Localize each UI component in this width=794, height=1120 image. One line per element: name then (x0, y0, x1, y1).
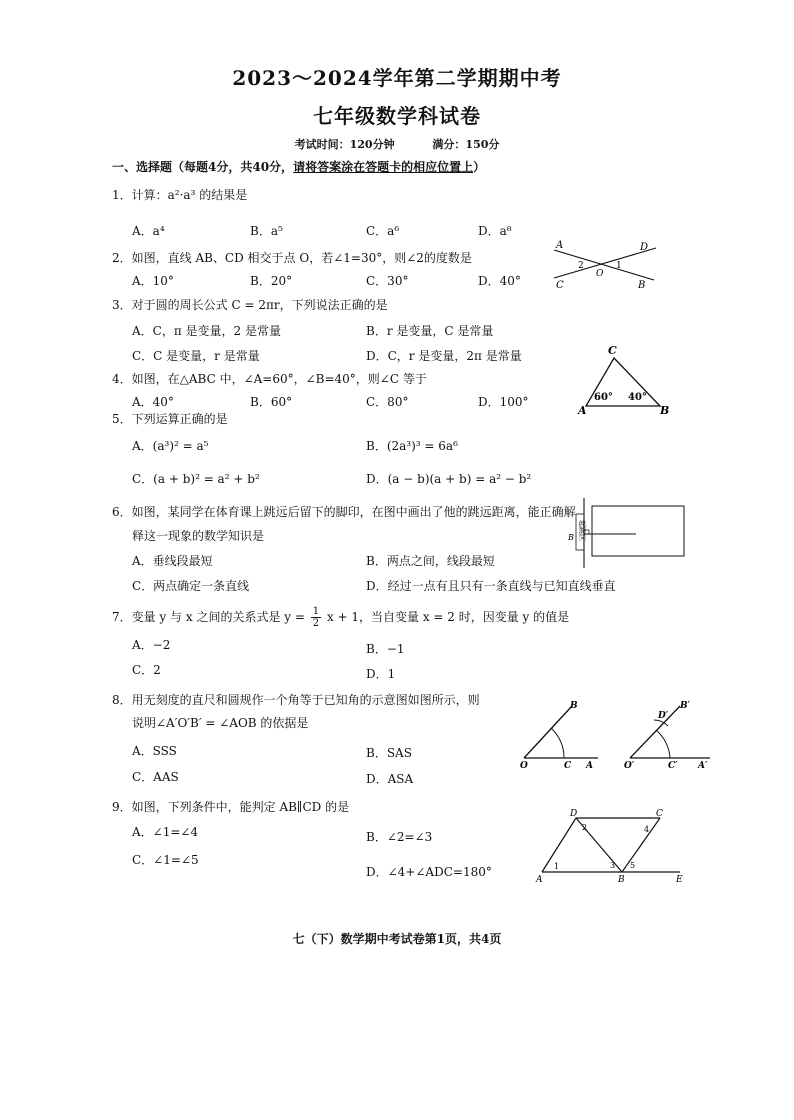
figure-q4-triangle (576, 344, 672, 416)
section-instruction: 请将答案涂在答题卡的相应位置上 (293, 160, 474, 174)
take-off-label: 起跳区 (578, 520, 586, 541)
q3-option-c[interactable]: C．C 是变量，r 是常量 (132, 349, 260, 363)
question-4-stem: 4．如图，在△ABC 中，∠A=60°，∠B=40°，则∠C 等于 (112, 372, 427, 386)
figure-q2-intersecting-lines (548, 236, 664, 292)
question-8-stem-cont: 说明∠A′O′B′ = ∠AOB 的依据是 (132, 716, 309, 730)
q1-option-b[interactable]: B．a⁵ (250, 224, 283, 238)
svg-text:2: 2 (582, 823, 588, 832)
exam-time: 考试时间：120分钟 (294, 138, 395, 151)
label-b: B (638, 280, 646, 291)
q5-option-b[interactable]: B．(2a³)³ = 6a⁶ (366, 439, 458, 453)
q2-option-d[interactable]: D．40° (478, 274, 521, 288)
q4-option-a[interactable]: A．40° (132, 395, 174, 409)
label-c: C (556, 280, 564, 291)
svg-text:3: 3 (610, 861, 616, 870)
label-o: O (596, 269, 604, 279)
q4-option-b[interactable]: B．60° (250, 395, 293, 409)
label-c: C (608, 344, 617, 357)
q3-option-b[interactable]: B．r 是变量，C 是常量 (366, 324, 494, 338)
q6-option-a[interactable]: A．垂线段最短 (132, 554, 213, 568)
label-d: D (640, 242, 649, 253)
q3-option-a[interactable]: A．C，π 是变量，2 是常量 (132, 324, 281, 338)
q7-option-c[interactable]: C．2 (132, 663, 161, 677)
q5-option-d[interactable]: D．(a − b)(a + b) = a² − b² (366, 472, 532, 486)
q6-option-c[interactable]: C．两点确定一条直线 (132, 579, 250, 593)
svg-text:D: D (570, 809, 578, 819)
label-a: A (556, 240, 564, 251)
q9-option-c[interactable]: C．∠1=∠5 (132, 853, 199, 867)
q5-option-c[interactable]: C．(a + b)² = a² + b² (132, 472, 260, 486)
original-angle (520, 701, 598, 770)
svg-text:C′: C′ (668, 761, 678, 770)
svg-text:5: 5 (630, 861, 636, 870)
exam-score: 满分：150分 (432, 138, 500, 151)
svg-text:B′: B′ (680, 701, 690, 711)
angle-b-label: 40° (628, 392, 647, 403)
constructed-angle (624, 701, 710, 770)
svg-text:E: E (676, 875, 683, 885)
svg-text:A′: A′ (698, 761, 708, 770)
line-ab (554, 250, 654, 280)
svg-text:C: C (564, 761, 572, 770)
q9-option-b[interactable]: B．∠2=∠3 (366, 830, 433, 844)
q1-option-a[interactable]: A．a⁴ (132, 224, 165, 238)
exam-title: 2023～2024学年第二学期期中考 (232, 66, 562, 90)
q2-option-b[interactable]: B．20° (250, 274, 293, 288)
question-6-stem-cont: 释这一现象的数学知识是 (132, 529, 265, 543)
section-heading: 一、选择题（每题4分，共40分，请将答案涂在答题卡的相应位置上） (112, 160, 486, 174)
svg-text:A: A (586, 761, 593, 770)
svg-text:A: A (536, 875, 543, 885)
figure-q6-long-jump (566, 496, 690, 570)
q9-option-a[interactable]: A．∠1=∠4 (132, 825, 199, 839)
figure-q9-parallel-lines (532, 806, 692, 886)
sand-pit (592, 506, 684, 556)
label-b: B (660, 404, 670, 416)
question-6-stem: 6．如图，某同学在体育课上跳远后留下的脚印，在图中画出了他的跳远距离，能正确解 (112, 505, 576, 519)
question-1-stem: 1．计算：a²·a³ 的结果是 (112, 188, 248, 202)
svg-text:D′: D′ (658, 711, 669, 721)
q7-option-d[interactable]: D．1 (366, 667, 396, 681)
question-5-stem: 5．下列运算正确的是 (112, 412, 228, 426)
q4-option-d[interactable]: D．100° (478, 395, 529, 409)
q6-option-b[interactable]: B．两点之间，线段最短 (366, 554, 495, 568)
q8-option-c[interactable]: C．AAS (132, 770, 179, 784)
svg-text:1: 1 (554, 862, 560, 871)
q1-option-c[interactable]: C．a⁶ (366, 224, 400, 238)
angle-1-label: 1 (616, 261, 622, 271)
question-2-stem: 2．如图，直线 AB、CD 相交于点 O，若∠1=30°，则∠2的度数是 (112, 251, 472, 265)
svg-text:B: B (570, 701, 578, 711)
label-a: A (578, 404, 587, 416)
exam-meta (0, 136, 794, 152)
svg-text:O′: O′ (624, 761, 635, 770)
q9-option-d[interactable]: D．∠4+∠ADC=180° (366, 865, 492, 879)
page-footer: 七（下）数学期中考试卷第1页，共4页 (292, 932, 502, 946)
angle-a-label: 60° (594, 392, 613, 403)
q6-option-d[interactable]: D．经过一点有且只有一条直线与已知直线垂直 (366, 579, 616, 593)
q7-option-b[interactable]: B．−1 (366, 642, 405, 656)
svg-text:B: B (618, 875, 625, 885)
angle-2-label: 2 (578, 261, 584, 271)
q8-option-a[interactable]: A．SSS (132, 744, 177, 758)
svg-text:O: O (520, 761, 528, 770)
q5-option-a[interactable]: A．(a³)² = a⁵ (132, 439, 209, 453)
question-9-stem: 9．如图，下列条件中，能判定 AB∥CD 的是 (112, 800, 350, 814)
q2-option-c[interactable]: C．30° (366, 274, 409, 288)
svg-text:4: 4 (644, 825, 650, 834)
figure-q8-angle-construction (518, 700, 718, 770)
q3-option-d[interactable]: D．C，r 是变量，2π 是常量 (366, 349, 522, 363)
exam-subtitle: 七年级数学科试卷 (313, 104, 481, 128)
q1-option-d[interactable]: D．a⁸ (478, 224, 512, 238)
q2-option-a[interactable]: A．10° (132, 274, 174, 288)
line-bc (622, 818, 660, 872)
q8-option-b[interactable]: B．SAS (366, 746, 412, 760)
question-3-stem: 3．对于圆的周长公式 C = 2πr，下列说法正确的是 (112, 298, 388, 312)
q4-option-c[interactable]: C．80° (366, 395, 409, 409)
question-7-stem: 7．变量 y 与 x 之间的关系式是 y = $\frac{1}{2}$ x + 1，当自变量 x = 2 时，因变量 y 的值是 (112, 606, 570, 629)
q8-option-d[interactable]: D．ASA (366, 772, 414, 786)
question-8-stem: 8．用无刻度的直尺和圆规作一个角等于已知角的示意图如图所示，则 (112, 693, 480, 707)
fraction: $\frac{1}{2}$ (312, 606, 320, 629)
q7-option-a[interactable]: A．−2 (132, 638, 171, 652)
svg-text:C: C (656, 809, 663, 819)
label-b: B (568, 533, 574, 542)
